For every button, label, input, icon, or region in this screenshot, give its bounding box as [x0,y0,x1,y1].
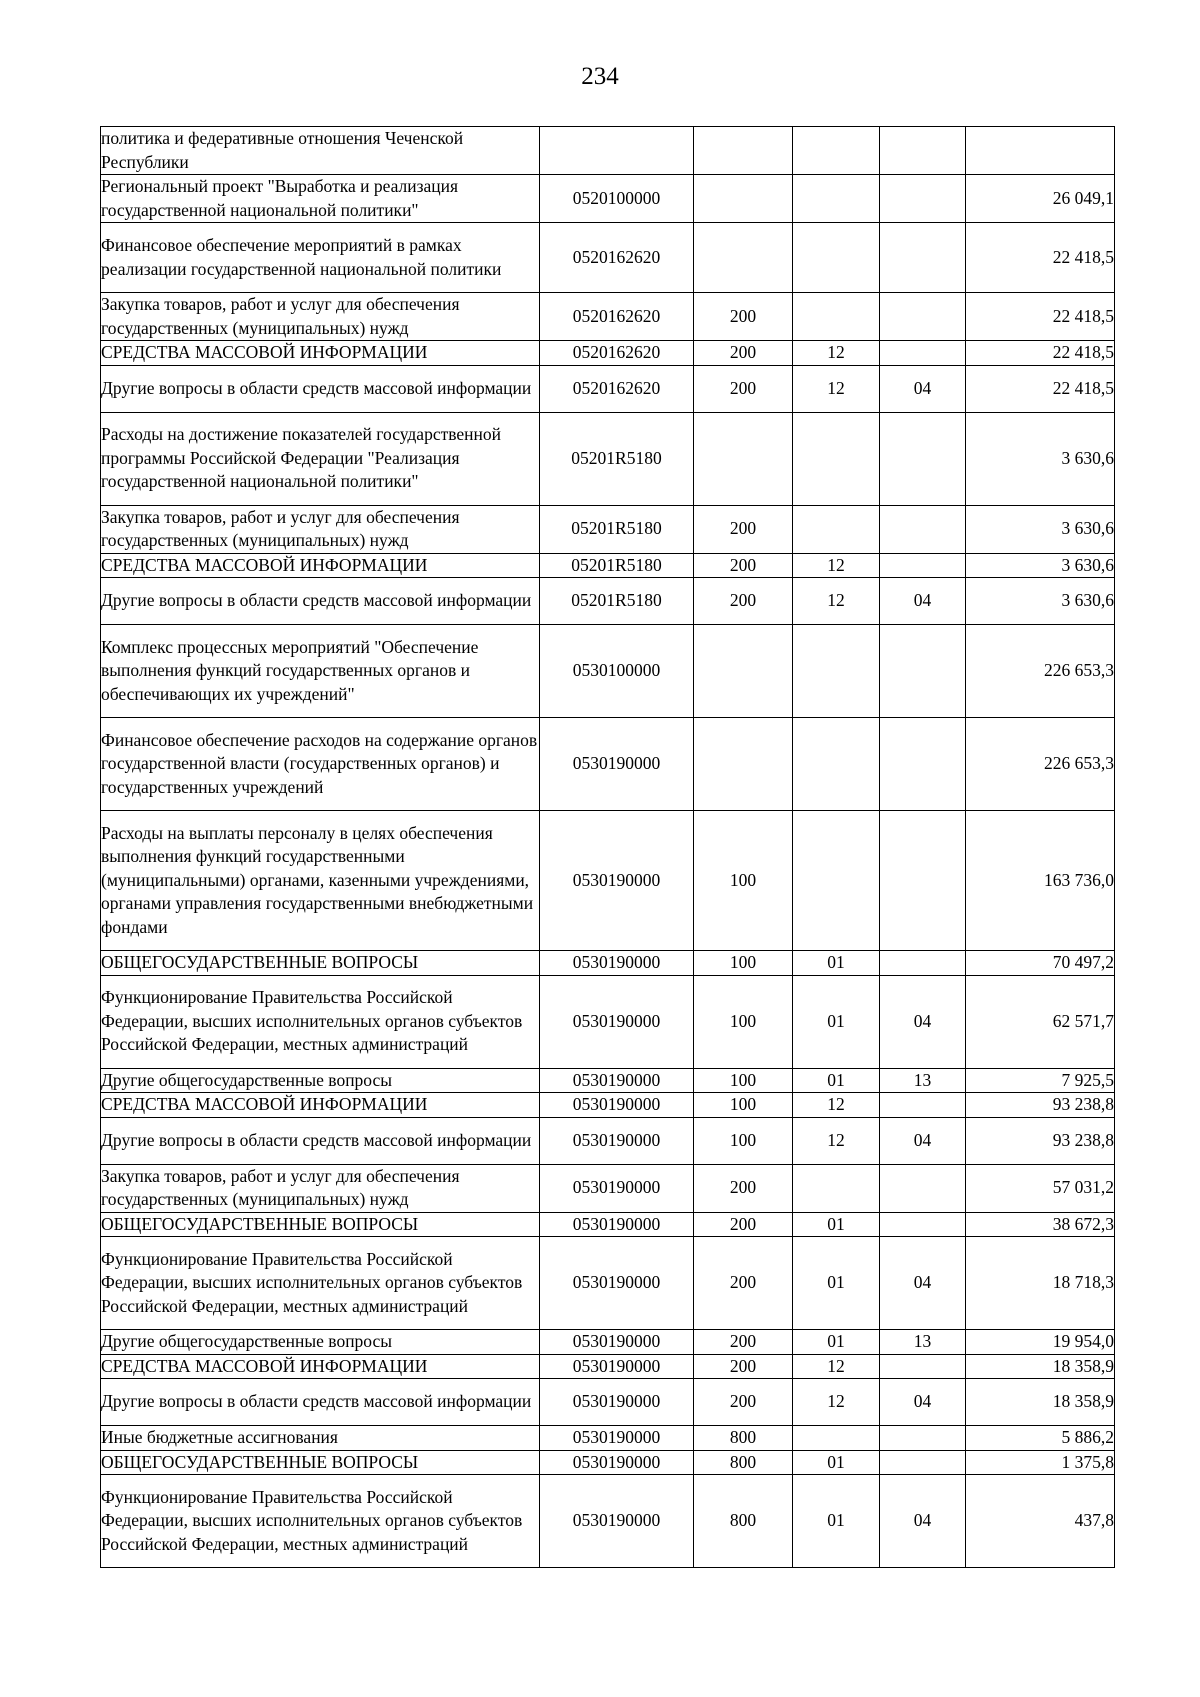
row-name: Закупка товаров, работ и услуг для обеспечения государственных (муниципальных) нужд [101,505,540,553]
table-row [101,1164,1115,1212]
table-row [101,975,1115,1068]
row-section: 01 [793,1450,880,1475]
row-amount: 3 630,6 [966,412,1115,505]
row-target-code: 05201R5180 [540,553,694,578]
row-section: 12 [793,578,880,625]
row-subsection [880,1450,966,1475]
row-amount: 3 630,6 [966,553,1115,578]
row-target-code: 0530190000 [540,811,694,951]
row-subsection [880,1212,966,1237]
row-name: Финансовое обеспечение мероприятий в рамках реализации государственной национальной политики [101,223,540,293]
row-section: 12 [793,1093,880,1118]
row-amount: 3 630,6 [966,578,1115,625]
table-row [101,341,1115,366]
row-expense-type: 100 [694,1068,793,1093]
row-name: СРЕДСТВА МАССОВОЙ ИНФОРМАЦИИ [101,1354,540,1379]
row-target-code: 05201R5180 [540,578,694,625]
row-name: СРЕДСТВА МАССОВОЙ ИНФОРМАЦИИ [101,553,540,578]
row-amount: 7 925,5 [966,1068,1115,1093]
row-subsection [880,341,966,366]
row-expense-type: 800 [694,1426,793,1451]
row-subsection [880,127,966,175]
row-target-code: 0530100000 [540,625,694,718]
row-target-code: 0530190000 [540,1379,694,1426]
row-expense-type: 200 [694,1164,793,1212]
table-row [101,505,1115,553]
row-expense-type: 100 [694,1117,793,1164]
row-name: Иные бюджетные ассигнования [101,1426,540,1451]
row-name: Региональный проект "Выработка и реализация государственной национальной политики" [101,175,540,223]
row-target-code: 0530190000 [540,975,694,1068]
row-subsection [880,175,966,223]
row-section [793,1426,880,1451]
row-subsection [880,625,966,718]
row-target-code: 0520162620 [540,293,694,341]
row-amount: 226 653,3 [966,718,1115,811]
table-row [101,811,1115,951]
table-row [101,365,1115,412]
row-target-code: 05201R5180 [540,412,694,505]
row-target-code: 0530190000 [540,1237,694,1330]
table-row [101,1379,1115,1426]
row-subsection: 13 [880,1068,966,1093]
row-name: Закупка товаров, работ и услуг для обеспечения государственных (муниципальных) нужд [101,1164,540,1212]
row-name: Финансовое обеспечение расходов на содержание органов государственной власти (государственных органов) и государственных учреждений [101,718,540,811]
row-target-code: 0530190000 [540,1164,694,1212]
table-row [101,553,1115,578]
row-target-code: 0530190000 [540,1450,694,1475]
table-row [101,223,1115,293]
row-section [793,625,880,718]
row-name: Другие вопросы в области средств массовой информации [101,1379,540,1426]
row-name: Другие общегосударственные вопросы [101,1068,540,1093]
row-expense-type: 200 [694,553,793,578]
table-row [101,951,1115,976]
table-row [101,127,1115,175]
row-subsection [880,223,966,293]
row-subsection [880,293,966,341]
row-name: Функционирование Правительства Российской Федерации, высших исполнительных органов субъектов Российской Федерации, местных администраций [101,1237,540,1330]
row-amount: 5 886,2 [966,1426,1115,1451]
row-section [793,1164,880,1212]
row-name: ОБЩЕГОСУДАРСТВЕННЫЕ ВОПРОСЫ [101,1212,540,1237]
row-amount: 57 031,2 [966,1164,1115,1212]
row-section: 12 [793,1379,880,1426]
row-subsection [880,505,966,553]
row-section [793,175,880,223]
row-section: 01 [793,1237,880,1330]
row-expense-type: 200 [694,341,793,366]
row-expense-type [694,127,793,175]
row-amount: 437,8 [966,1475,1115,1568]
row-subsection [880,1164,966,1212]
row-name: Другие вопросы в области средств массовой информации [101,365,540,412]
table-row [101,1450,1115,1475]
row-amount: 19 954,0 [966,1330,1115,1355]
row-name: Закупка товаров, работ и услуг для обеспечения государственных (муниципальных) нужд [101,293,540,341]
row-target-code: 0530190000 [540,718,694,811]
row-target-code: 0530190000 [540,1212,694,1237]
row-expense-type: 200 [694,1354,793,1379]
row-expense-type: 800 [694,1475,793,1568]
row-amount: 22 418,5 [966,365,1115,412]
row-section [793,718,880,811]
row-section: 01 [793,951,880,976]
row-name: СРЕДСТВА МАССОВОЙ ИНФОРМАЦИИ [101,341,540,366]
row-section [793,293,880,341]
row-section [793,127,880,175]
row-name: Другие общегосударственные вопросы [101,1330,540,1355]
row-target-code [540,127,694,175]
row-target-code: 0530190000 [540,1354,694,1379]
row-name: Функционирование Правительства Российской Федерации, высших исполнительных органов субъектов Российской Федерации, местных администраций [101,1475,540,1568]
row-target-code: 0530190000 [540,1068,694,1093]
row-subsection: 04 [880,1237,966,1330]
row-amount: 22 418,5 [966,293,1115,341]
row-expense-type: 200 [694,1379,793,1426]
row-amount: 93 238,8 [966,1117,1115,1164]
row-name: ОБЩЕГОСУДАРСТВЕННЫЕ ВОПРОСЫ [101,951,540,976]
row-subsection [880,718,966,811]
row-target-code: 0520162620 [540,365,694,412]
row-amount: 18 358,9 [966,1354,1115,1379]
row-name: Функционирование Правительства Российской Федерации, высших исполнительных органов субъектов Российской Федерации, местных администраций [101,975,540,1068]
table-row [101,293,1115,341]
row-expense-type: 100 [694,811,793,951]
row-section: 01 [793,1475,880,1568]
row-section: 01 [793,1212,880,1237]
row-section: 01 [793,975,880,1068]
table-row [101,1237,1115,1330]
row-expense-type: 100 [694,951,793,976]
row-target-code: 0530190000 [540,1093,694,1118]
row-target-code: 0530190000 [540,1330,694,1355]
row-name: СРЕДСТВА МАССОВОЙ ИНФОРМАЦИИ [101,1093,540,1118]
row-section: 12 [793,1354,880,1379]
row-subsection: 04 [880,1117,966,1164]
row-target-code: 0520162620 [540,341,694,366]
row-target-code: 0520100000 [540,175,694,223]
row-target-code: 0520162620 [540,223,694,293]
row-section [793,412,880,505]
row-name: ОБЩЕГОСУДАРСТВЕННЫЕ ВОПРОСЫ [101,1450,540,1475]
row-expense-type: 200 [694,1237,793,1330]
row-expense-type [694,223,793,293]
row-amount: 18 358,9 [966,1379,1115,1426]
row-section: 01 [793,1330,880,1355]
row-name: Расходы на выплаты персоналу в целях обеспечения выполнения функций государственными (муниципальными) органами, казенными учреждениями, органами управления государственными внебюджетными фондами [101,811,540,951]
table-row [101,1330,1115,1355]
table-row [101,718,1115,811]
row-amount: 226 653,3 [966,625,1115,718]
row-target-code: 0530190000 [540,951,694,976]
row-expense-type: 200 [694,505,793,553]
row-name: Комплекс процессных мероприятий "Обеспечение выполнения функций государственных органов и обеспечивающих их учреждений" [101,625,540,718]
row-subsection: 04 [880,578,966,625]
row-subsection [880,1354,966,1379]
row-expense-type: 100 [694,975,793,1068]
row-name: Другие вопросы в области средств массовой информации [101,578,540,625]
row-section [793,223,880,293]
row-subsection: 04 [880,365,966,412]
row-expense-type: 100 [694,1093,793,1118]
row-amount: 38 672,3 [966,1212,1115,1237]
row-name: политика и федеративные отношения Чеченской Республики [101,127,540,175]
row-subsection: 04 [880,975,966,1068]
row-amount [966,127,1115,175]
table-row [101,175,1115,223]
table-row [101,1354,1115,1379]
row-section: 12 [793,1117,880,1164]
row-section: 12 [793,553,880,578]
row-subsection: 13 [880,1330,966,1355]
page-number: 234 [581,63,619,90]
row-amount: 163 736,0 [966,811,1115,951]
table-row [101,1093,1115,1118]
row-target-code: 0530190000 [540,1117,694,1164]
table-row [101,412,1115,505]
row-name: Другие вопросы в области средств массовой информации [101,1117,540,1164]
table-row [101,578,1115,625]
row-expense-type [694,412,793,505]
budget-table [100,126,1115,1568]
row-amount: 26 049,1 [966,175,1115,223]
row-section: 12 [793,365,880,412]
row-subsection: 04 [880,1379,966,1426]
row-expense-type: 200 [694,365,793,412]
row-amount: 70 497,2 [966,951,1115,976]
row-section [793,505,880,553]
row-subsection [880,811,966,951]
table-row [101,1117,1115,1164]
row-target-code: 0530190000 [540,1426,694,1451]
table-row [101,1475,1115,1568]
row-target-code: 05201R5180 [540,505,694,553]
row-expense-type: 200 [694,578,793,625]
row-subsection [880,951,966,976]
row-subsection [880,553,966,578]
row-expense-type: 800 [694,1450,793,1475]
row-subsection: 04 [880,1475,966,1568]
row-expense-type [694,625,793,718]
table-row [101,1212,1115,1237]
row-section [793,811,880,951]
table-row [101,1426,1115,1451]
row-amount: 93 238,8 [966,1093,1115,1118]
row-amount: 62 571,7 [966,975,1115,1068]
row-expense-type: 200 [694,1330,793,1355]
table-row [101,1068,1115,1093]
row-subsection [880,412,966,505]
table-row [101,625,1115,718]
row-name: Расходы на достижение показателей государственной программы Российской Федерации "Реализация государственной национальной политики" [101,412,540,505]
row-amount: 22 418,5 [966,341,1115,366]
row-expense-type: 200 [694,1212,793,1237]
row-amount: 3 630,6 [966,505,1115,553]
row-section: 12 [793,341,880,366]
row-section: 01 [793,1068,880,1093]
table-body [101,127,1115,1568]
row-amount: 1 375,8 [966,1450,1115,1475]
row-subsection [880,1093,966,1118]
row-expense-type [694,175,793,223]
row-expense-type [694,718,793,811]
row-amount: 18 718,3 [966,1237,1115,1330]
row-subsection [880,1426,966,1451]
row-amount: 22 418,5 [966,223,1115,293]
row-expense-type: 200 [694,293,793,341]
row-target-code: 0530190000 [540,1475,694,1568]
